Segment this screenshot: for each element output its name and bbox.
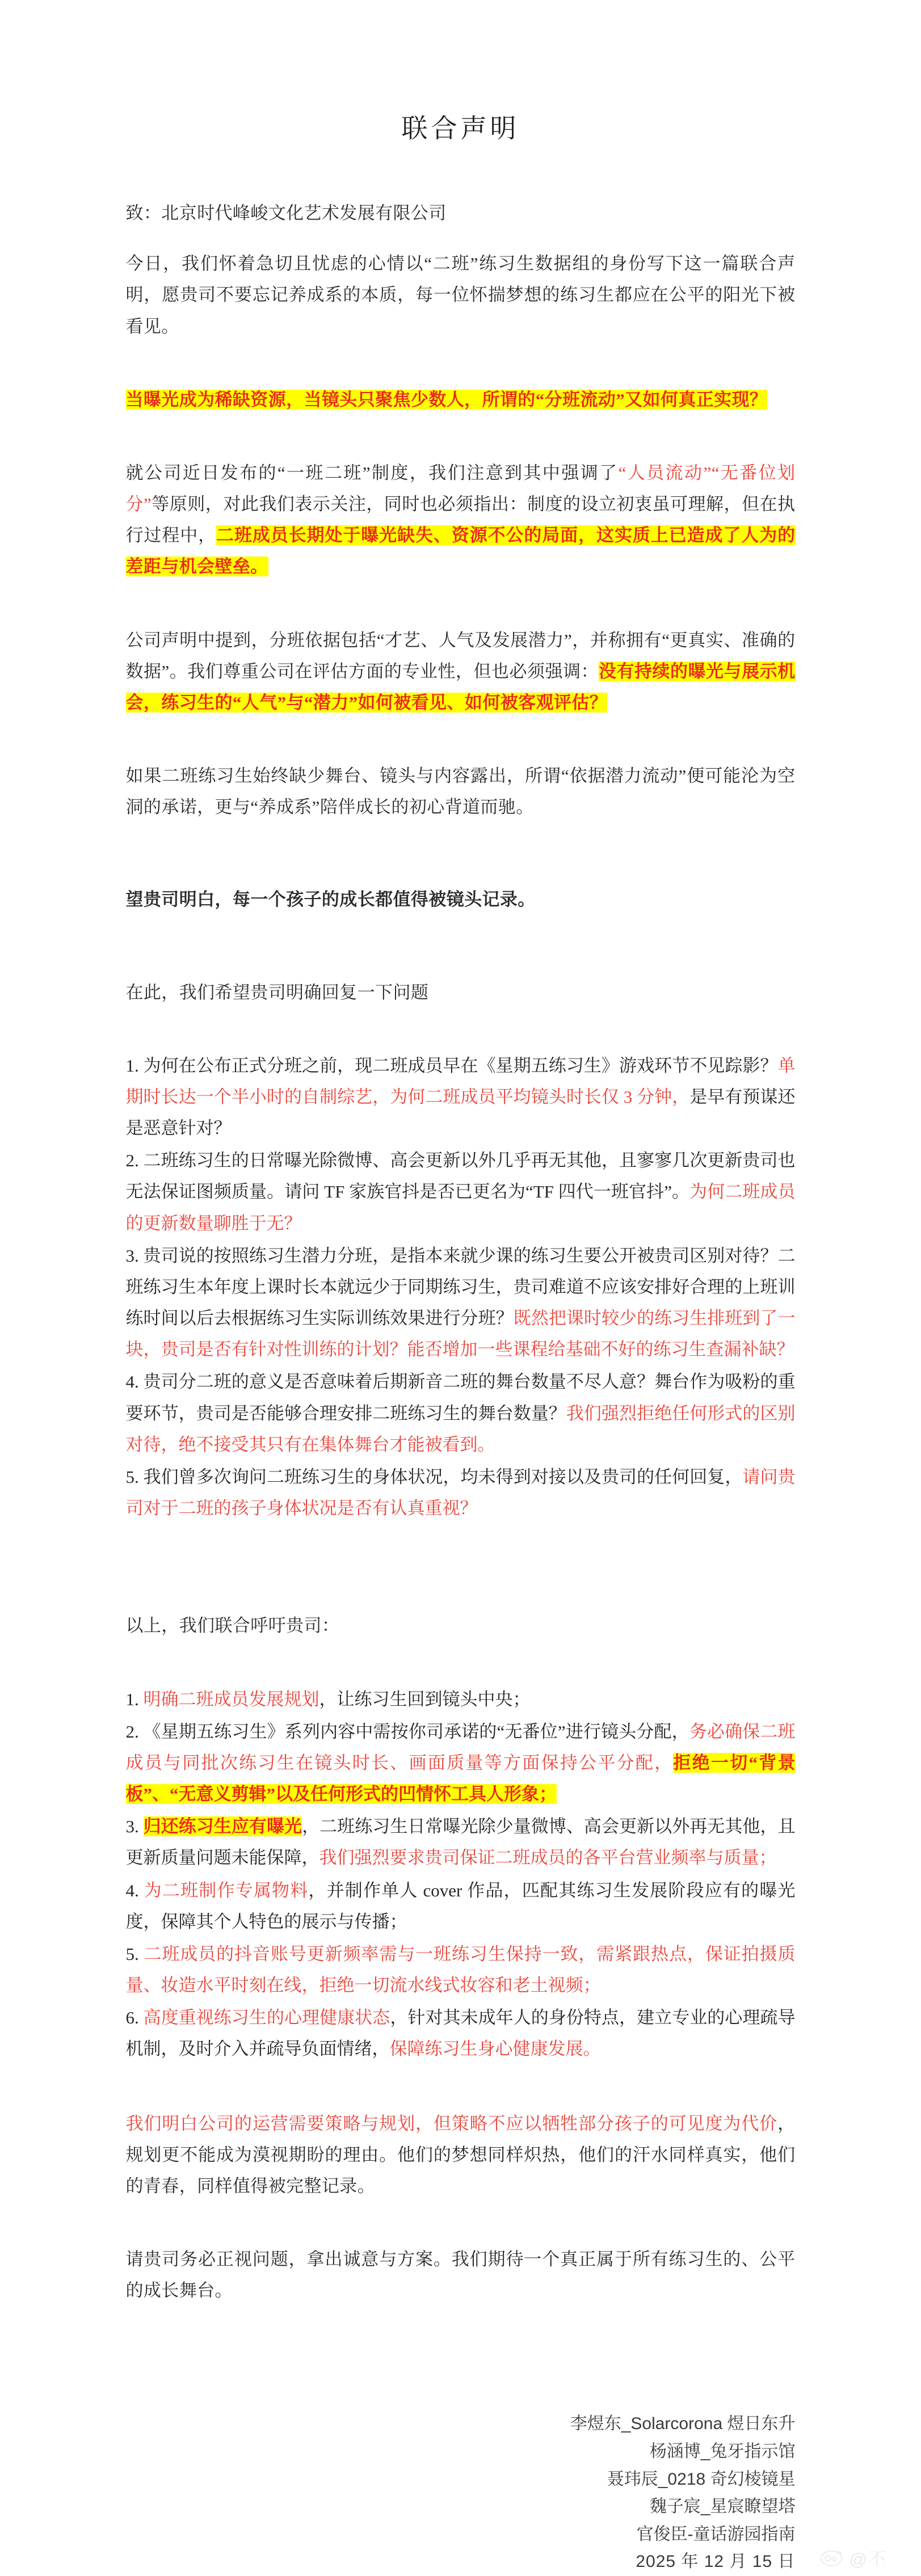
appeal-black-1: ，让练习生回到镜头中央； — [319, 1689, 531, 1709]
question-text-black-1: 贵司说的按照练习生潜力分班，是指本来就少课的练习生要公开被贵司区别对待？二班练习生本年度上课时长本就远少于同期练习生，贵司难道不应该安排好合理的上班训练时间以后去根据练习生实际训练效果进行分班？ — [125, 1245, 796, 1329]
appeal-number: 5. — [125, 1943, 139, 1964]
spacer — [126, 1525, 796, 1610]
appeal-number: 3. — [125, 1816, 139, 1837]
question-number: 2. — [125, 1150, 139, 1171]
question-item — [126, 1461, 796, 1524]
question-item — [126, 1145, 796, 1239]
appeal-number: 2. — [125, 1721, 139, 1742]
highlight-question-paragraph — [126, 384, 796, 415]
signature-line: 官俊臣-童话游园指南 — [636, 2524, 796, 2544]
signature-line: 聂玮辰_0218 奇幻棱镜星 — [607, 2469, 796, 2489]
question-text-black-1: 为何在公布正式分班之前，现二班成员早在《星期五练习生》游戏环节不见踪影？ — [143, 1055, 778, 1076]
appeal-red-lead: 明确二班成员发展规划 — [143, 1689, 319, 1709]
weibo-watermark — [820, 2545, 887, 2570]
question-number: 5. — [125, 1466, 139, 1487]
page-title: 联合声明 — [401, 114, 520, 143]
appeal-red-mid: 我们强烈要求贵司保证二班成员的各平台营业频率与质量； — [319, 1848, 777, 1868]
system-text-highlight: 二班成员长期处于曝光缺失、资源不公的局面，这实质上已造成了人为的差距与机会壁垒。 — [125, 525, 796, 577]
closing-paragraph-1 — [126, 2108, 796, 2202]
appeals-list — [126, 1684, 796, 2065]
appeal-highlight-lead: 归还练习生应有曝光 — [143, 1816, 302, 1837]
spacer — [126, 935, 796, 977]
signature-block — [126, 2410, 796, 2576]
spacer — [126, 2325, 796, 2410]
question-number: 3. — [125, 1245, 139, 1266]
weibo-logo-icon — [820, 2547, 845, 2567]
highlight-question-text: 当曝光成为稀缺资源，当镜头只聚焦少数人，所谓的“分班流动”又如何真正实现？ — [125, 389, 768, 410]
spacer — [126, 435, 796, 457]
question-text-red: 我们强烈拒绝任何形式的区别对待，绝不接受其只有在集体舞台才能被看到。 — [125, 1403, 796, 1454]
appeal-item — [126, 1811, 796, 1873]
question-text-black-1: 贵司分二班的意义是否意味着后期新音二班的舞台数量不尽人意？舞台作为吸粉的重要环节，贵司是否能够合理安排二班练习生的舞台数量？ — [125, 1372, 796, 1423]
appeal-item — [126, 1875, 796, 1937]
system-paragraph — [126, 457, 796, 583]
intro-paragraph: 今日，我们怀着急切且忧虑的心情以“二班”练习生数据组的身份写下这一篇联合声明，愿贵司不要忘记养成系的本质，每一位怀揣梦想的练习生都应在公平的阳光下被看见。 — [125, 254, 796, 336]
signature-line: 杨涵博_兔牙指示馆 — [649, 2442, 796, 2461]
appeal-black-1: 《星期五练习生》系列内容中需按你司承诺的“无番位”进行镜头分配， — [143, 1721, 689, 1742]
watermark-handle: @不 — [849, 2549, 887, 2569]
question-text-red: 请问贵司对于二班的孩子身体状况是否有认真重视？ — [125, 1466, 796, 1519]
spacer — [126, 1027, 796, 1050]
signature-date: 2025 年 12 月 15 日 — [636, 2552, 796, 2571]
appeal-item — [126, 2002, 796, 2064]
appeal-item — [126, 1938, 796, 2001]
criteria-text-highlight: 没有持续的曝光与展示机会，练习生的“人气”与“潜力”如何被看见、如何被客观评估？ — [125, 661, 796, 712]
appeal-red-lead: 二班成员的抖音账号更新频率需与一班练习生保持一致，需紧跟热点，保证拍摄质量、妆造水平时刻在线，拒绝一切流水线式妆容和老土视频； — [125, 1943, 796, 1996]
spacer — [126, 737, 796, 760]
spacer — [126, 602, 796, 625]
spacer — [126, 361, 796, 384]
question-text-black-1: 我们曾多次询问二班练习生的身体状况，均未得到对接以及贵司的任何回复， — [143, 1466, 743, 1487]
appeal-black-1: ，针对其未成年人的身份特点，建立专业的心理疏导机制，及时介入并疏导负面情绪， — [125, 2008, 796, 2059]
appeal-black-1: ，二班练习生日常曝光除少量微博、高会更新以外再无其他，且更新质量问题未能保障， — [125, 1816, 796, 1868]
spacer — [126, 2066, 796, 2108]
appeal-number: 4. — [125, 1880, 139, 1900]
question-item — [126, 1050, 796, 1144]
red-statement: 望贵司明白，每一个孩子的成长都值得被镜头记录。 — [125, 889, 536, 910]
question-text-black-1: 二班练习生的日常曝光除微博、高会更新以外几乎再无其他，且寥寥几次更新贵司也无法保证图频质量。请问 TF 家族官抖是否已更名为“TF 四代一班官抖”。 — [125, 1150, 796, 1202]
question-text-red: 单期时长达一个半小时的自制综艺，为何二班成员平均镜头时长仅 3 分钟， — [125, 1055, 796, 1107]
system-text-2: 等原则，对此我们表示关注，同时也必须指出：制度的设立初衷虽可理解，但在执行过程中， — [125, 494, 796, 546]
spacer — [126, 842, 796, 884]
appeal-red-mid: 务必确保二班成员与同批次练习生在镜头时长、画面质量等方面保持公平分配， — [125, 1721, 796, 1773]
spacer — [126, 1661, 796, 1684]
appeals-intro: 以上，我们联合呼吁贵司： — [125, 1616, 340, 1636]
criteria-paragraph — [126, 625, 796, 719]
appeal-red-lead: 为二班制作专属物料 — [144, 1880, 309, 1900]
questions-list — [126, 1050, 796, 1524]
appeal-red-mid: 保障练习生身心健康发展。 — [389, 2039, 601, 2059]
appeal-item — [126, 1684, 796, 1715]
closing-paragraph-2: 请贵司务必正视问题，拿出诚意与方案。我们期待一个真正属于所有练习生的、公平的成长舞台。 — [125, 2249, 796, 2301]
question-item — [126, 1240, 796, 1365]
appeal-number: 6. — [125, 2008, 139, 2028]
signature-line: 魏子宸_星宸瞭望塔 — [649, 2497, 796, 2516]
question-text-red: 既然把课时较少的练习生排班到了一块，贵司是否有针对性训练的计划？能否增加一些课程给基础不好的练习生查漏补缺？ — [125, 1308, 796, 1360]
question-text-red: 为何二班成员的更新数量聊胜于无？ — [125, 1182, 796, 1233]
appeal-highlight-tail: 拒绝一切“背景板”、“无意义剪辑”以及任何形式的凹情怀工具人形象； — [125, 1752, 796, 1805]
appeal-item — [126, 1716, 796, 1810]
question-item — [126, 1366, 796, 1460]
spacer — [126, 2221, 796, 2244]
appeal-number: 1. — [125, 1689, 139, 1709]
questions-intro: 在此，我们希望贵司明确回复一下问题 — [125, 982, 429, 1002]
document-body — [126, 145, 796, 2410]
question-text-black-2: 是早有预谋还是恶意针对？ — [125, 1086, 796, 1139]
promise-paragraph: 如果二班练习生始终缺少舞台、镜头与内容露出，所谓“依据潜力流动”便可能沦为空洞的承诺，更与“养成系”陪伴成长的初心背道而驰。 — [125, 766, 796, 817]
system-text-red: “人员流动”“无番位划分” — [125, 462, 796, 515]
criteria-text-1: 公司声明中提到，分班依据包括“才艺、人气及发展潜力”，并称拥有“更真实、准确的数据”。我们尊重公司在评估方面的专业性，但也必须强调： — [125, 630, 796, 681]
system-text-1: 就公司近日发布的“一班二班”制度，我们注意到其中强调了 — [125, 462, 619, 483]
appeal-red-lead: 高度重视练习生的心理健康状态 — [143, 2008, 390, 2028]
closing-red-text: 我们明白公司的运营需要策略与规划，但策略不应以牺牲部分孩子的可见度为代价 — [125, 2113, 778, 2134]
question-number: 1. — [125, 1055, 139, 1076]
appeal-black-1: ，并制作单人 cover 作品，匹配其练习生发展阶段应有的曝光度，保障其个人特色的展示与传播； — [125, 1880, 796, 1932]
question-number: 4. — [125, 1372, 139, 1392]
closing-black-text: ，规划更不能成为漠视期盼的理由。他们的梦想同样炽热，他们的汗水同样真实，他们的青春，同样值得被完整记录。 — [125, 2113, 796, 2196]
addressee-line: 致：北京时代峰峻文化艺术发展有限公司 — [125, 203, 447, 223]
signature-line: 李煜东_Solarcorona 煜日东升 — [570, 2414, 796, 2434]
